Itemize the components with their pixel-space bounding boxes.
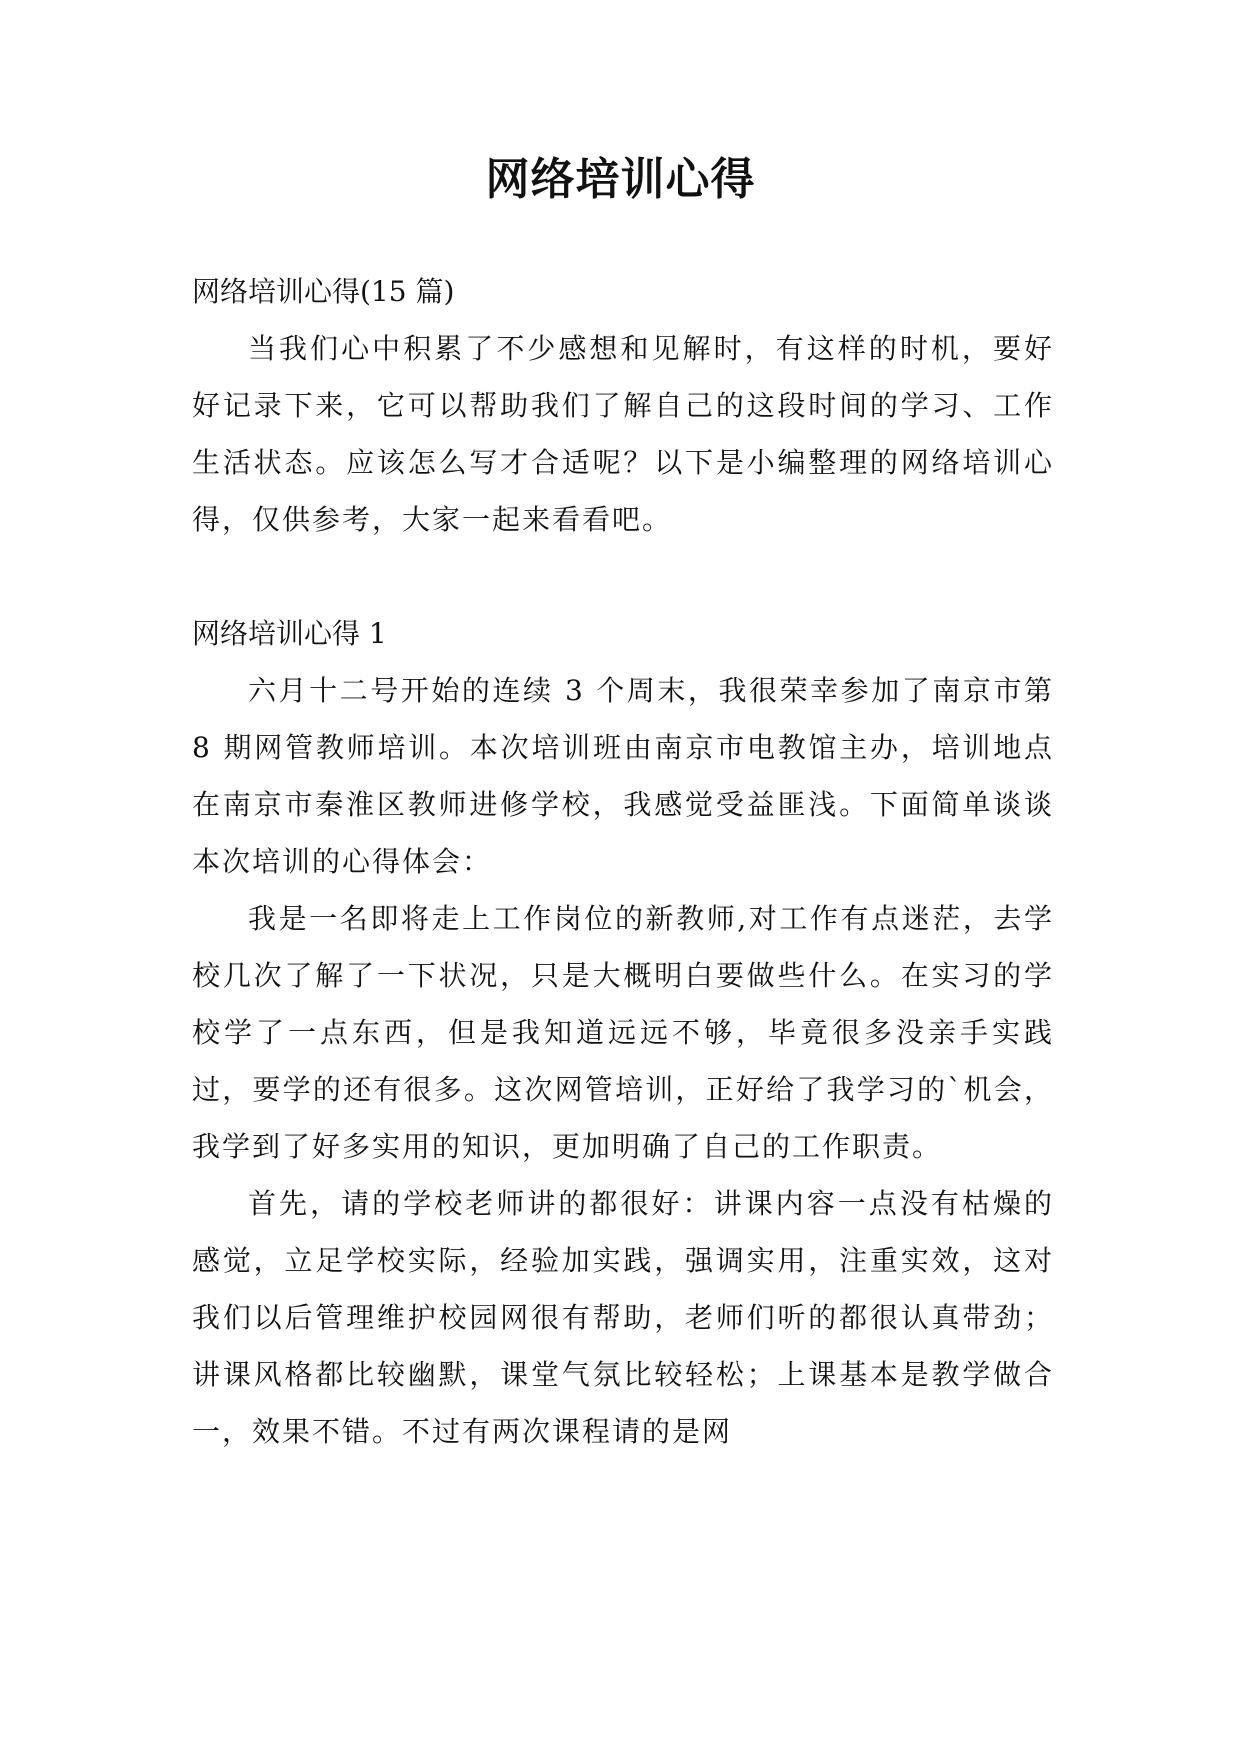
body-paragraph: 我是一名即将走上工作岗位的新教师,对工作有点迷茫，去学校几次了解了一下状况，只是大概明白要做些什么。在实习的学校学了一点东西，但是我知道远远不够，毕竟很多没亲手实践过，要学的还有很多。这次网管培训，正好给了我学习的`机会，我学到了好多实用的知识，更加明确了自己的工作职责。 bbox=[192, 902, 1054, 1163]
intro-paragraph: 当我们心中积累了不少感想和见解时，有这样的时机，要好好记录下来，它可以帮助我们了解自己的这段时间的学习、工作生活状态。应该怎么写才合适呢？以下是小编整理的网络培训心得，仅供参考，大家一起来看看吧。 bbox=[192, 332, 1054, 536]
section-spacer bbox=[192, 548, 1054, 605]
body-paragraph: 六月十二号开始的连续 3 个周末，我很荣幸参加了南京市第 8 期网管教师培训。本次培训班由南京市电教馆主办，培训地点在南京市秦淮区教师进修学校，我感觉受益匪浅。下面简单谈谈本次培训的心得体会： bbox=[192, 674, 1054, 878]
section-heading: 网络培训心得 1 bbox=[192, 617, 387, 650]
document-title: 网络培训心得 bbox=[485, 154, 756, 205]
document-subtitle: 网络培训心得(15 篇) bbox=[192, 275, 455, 308]
body-paragraph: 首先，请的学校老师讲的都很好：讲课内容一点没有枯燥的感觉，立足学校实际，经验加实践，强调实用，注重实效，这对我们以后管理维护校园网很有帮助，老师们听的都很认真带劲；讲课风格都比较幽默，课堂气氛比较轻松；上课基本是教学做合一，效果不错。不过有两次课程请的是网 bbox=[192, 1187, 1054, 1448]
document-body bbox=[192, 263, 1054, 1460]
